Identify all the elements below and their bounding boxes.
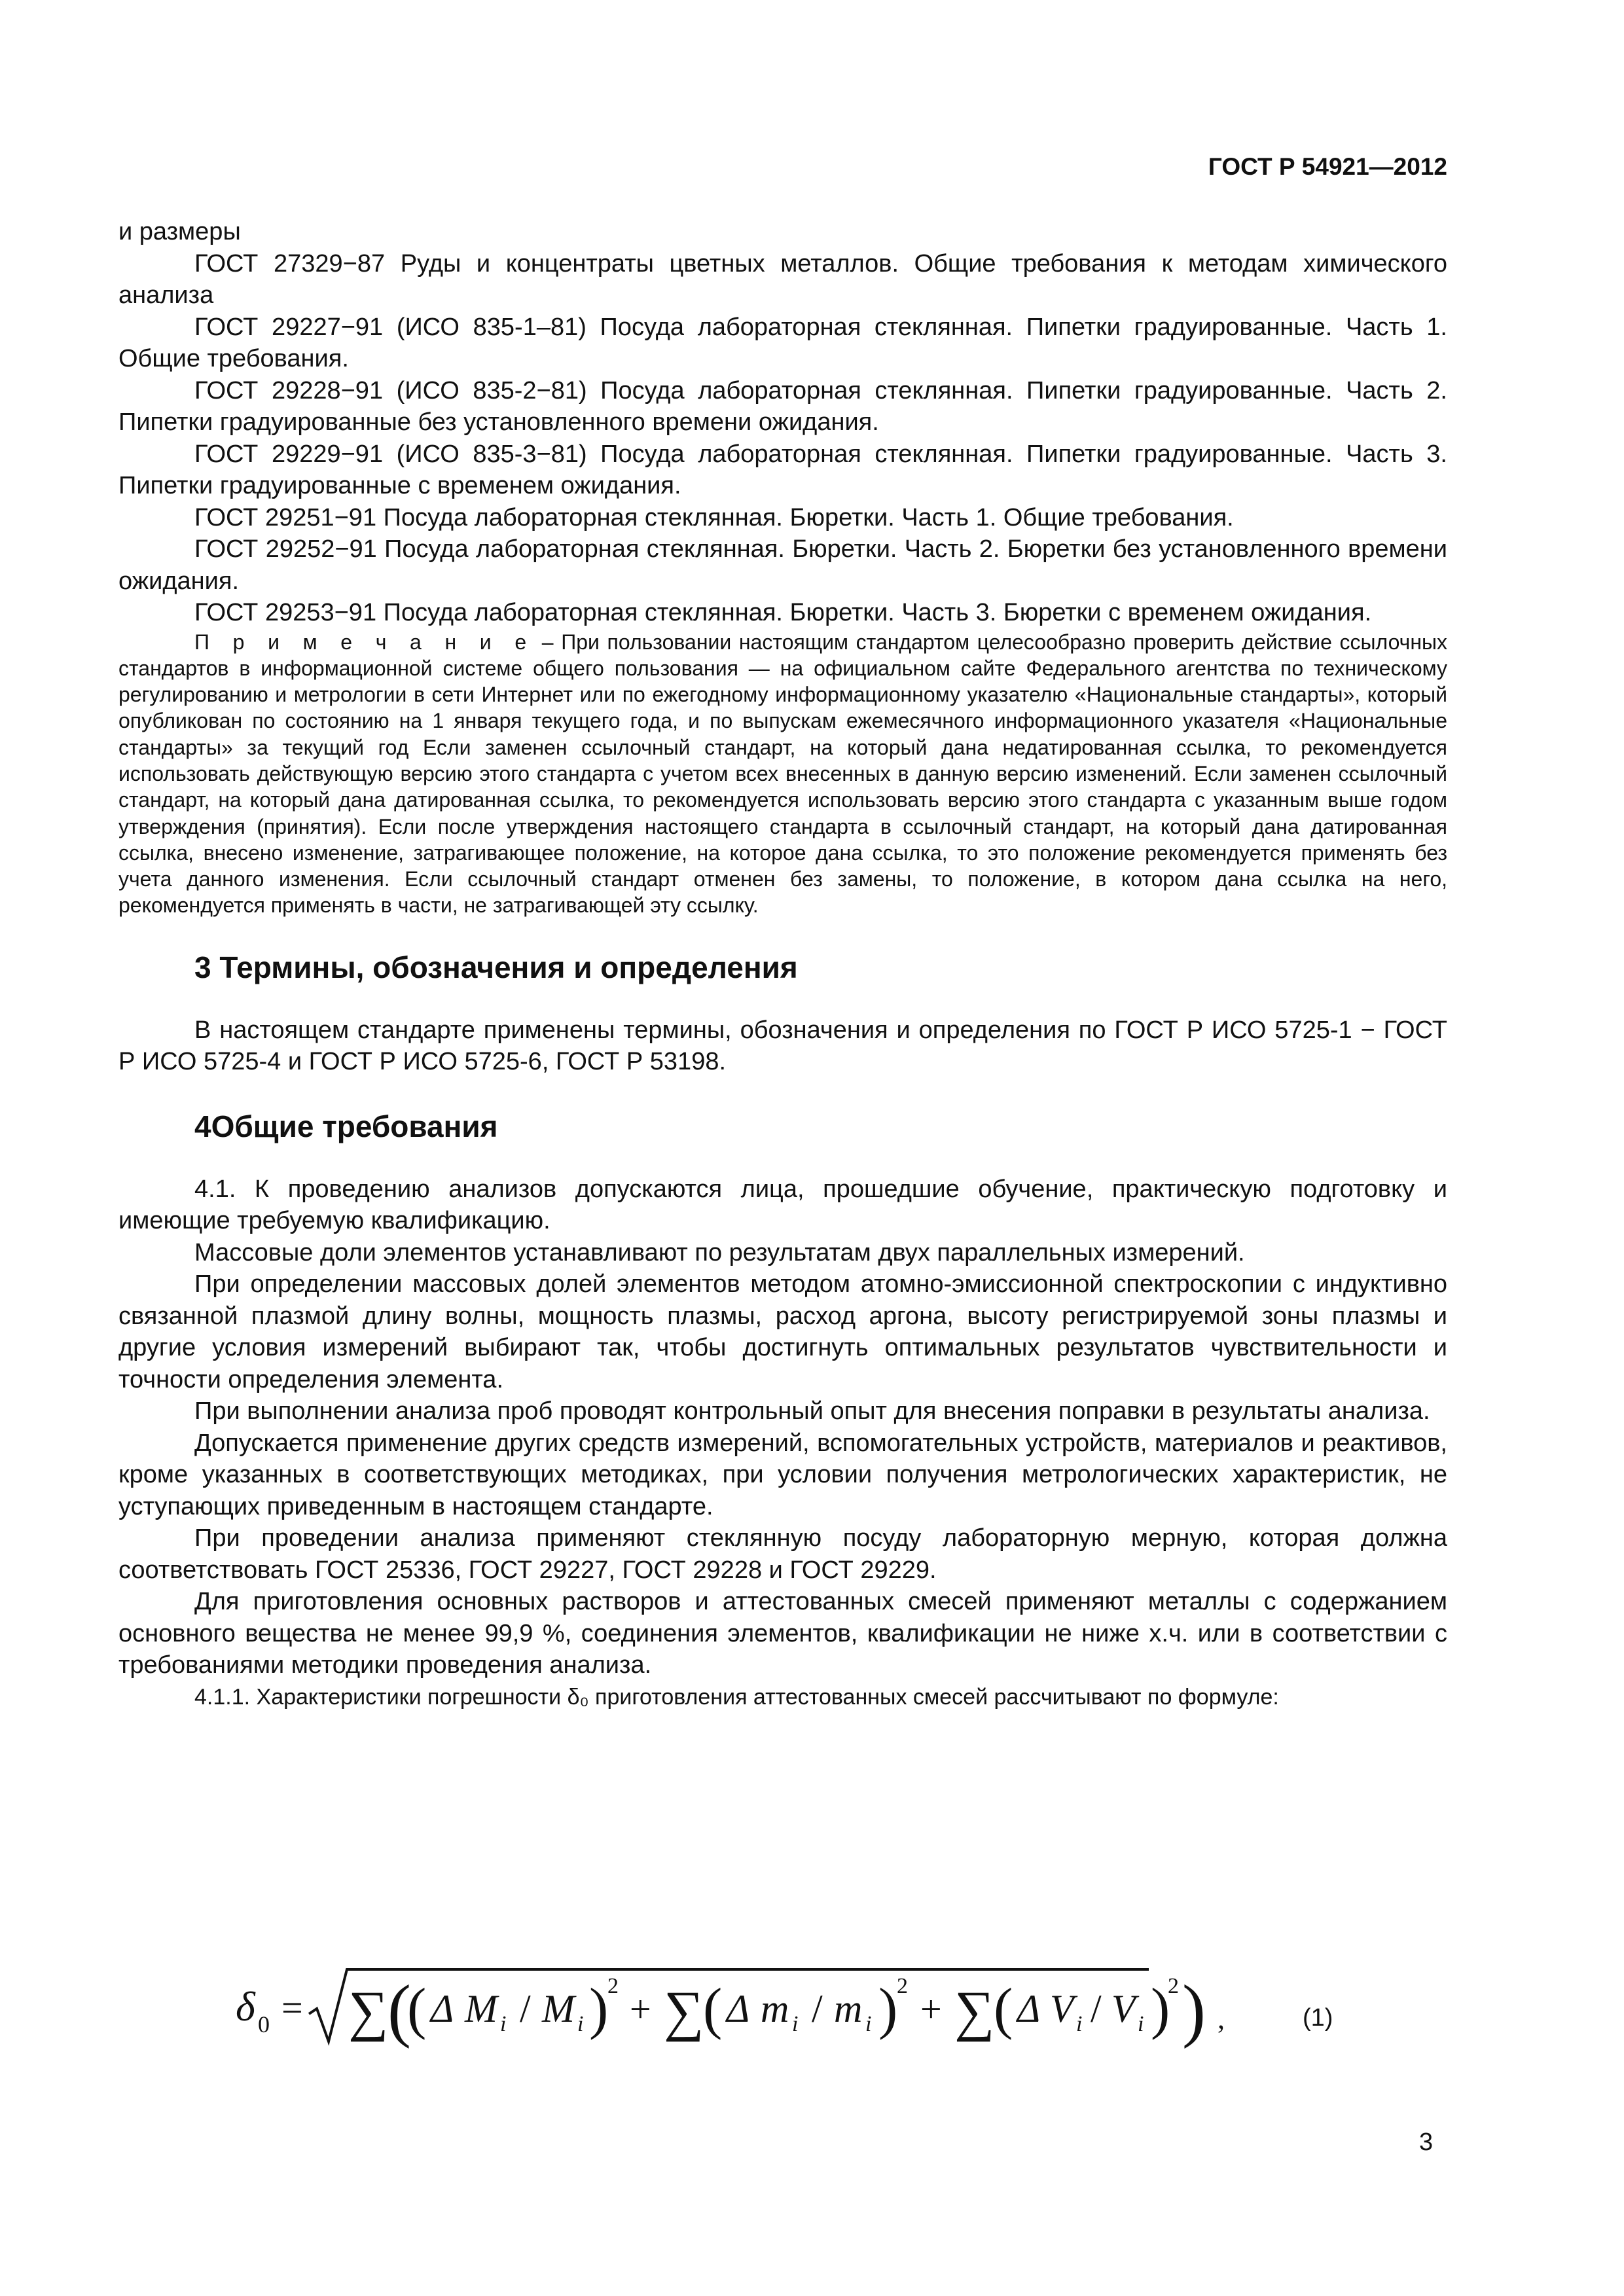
page-content — [118, 216, 1447, 1713]
term-3-exponent: 2 — [1168, 1974, 1179, 1998]
term-3-delta: Δ — [1017, 1987, 1041, 2030]
close-inner-paren: ) — [589, 1977, 609, 2041]
section-4-paragraph: Для приготовления основных растворов и аттестованных смесей применяют металлы с содержанием основного вещества не менее 99,9 %, соединения элементов, квалификации не ниже х.ч. или в соответствии с требованиями методики проведения анализа. — [118, 1588, 1447, 1679]
open-paren-3: ( — [994, 1977, 1013, 2041]
open-paren-2: ( — [703, 1977, 723, 2041]
close-outer-paren: ) — [1182, 1971, 1206, 2049]
plus-sign-2: + — [920, 1988, 942, 2030]
term-3-denominator-index: i — [1138, 2012, 1144, 2036]
plus-sign-1: + — [630, 1988, 651, 2030]
reference-item: ГОСТ 29227−91 (ИСО 835-1–81) Посуда лабораторная стеклянная. Пипетки градуированные. Часть 1. Общие требования. — [118, 313, 1447, 372]
clause-4-1-1: 4.1.1. Характеристики погрешности δ₀ приготовления аттестованных смесей рассчитывают по формуле: — [194, 1684, 1279, 1710]
section-4-paragraph: При выполнении анализа проб проводят контрольный опыт для внесения поправки в результаты анализа. — [194, 1397, 1430, 1426]
section-4-paragraph: При определении массовых долей элементов методом атомно-эмиссионной спектроскопии с индуктивно связанной плазмой длину волны, мощность плазмы, расход аргона, высоту регистрируемой зоны плазмы и другие условия измерений выбирают так, чтобы достигнуть оптимальных результатов чувствительности и точности определения элемента. — [118, 1270, 1447, 1393]
term-1-denominator: M — [542, 1987, 575, 2030]
term-3-numerator: V — [1050, 1987, 1074, 2030]
section-4-paragraph: Массовые доли элементов устанавливают по результатам двух параллельных измерений. — [194, 1238, 1245, 1266]
term-1-denominator-index: i — [577, 2012, 584, 2036]
term-1-exponent: 2 — [607, 1974, 619, 1998]
note-paragraph — [118, 629, 1447, 919]
term-2-denominator: m — [834, 1987, 863, 2030]
formula-number: (1) — [1303, 2004, 1333, 2032]
close-paren-2: ) — [878, 1977, 898, 2041]
term-1-delta: Δ — [431, 1987, 454, 2030]
reference-item: ГОСТ 27329−87 Руды и концентраты цветных металлов. Общие требования к методам химического анализа — [118, 249, 1447, 309]
section-4-paragraph: 4.1. К проведению анализов допускаются лица, прошедшие обучение, практическую подготовку и имеющие требуемую квалификацию. — [118, 1175, 1447, 1235]
reference-item: ГОСТ 29253−91 Посуда лабораторная стеклянная. Бюретки. Часть 3. Бюретки с временем ожидания. — [194, 599, 1372, 626]
term-2-slash: / — [812, 1987, 823, 2030]
open-inner-paren: ( — [407, 1977, 427, 2041]
close-paren-3: ) — [1151, 1977, 1170, 2041]
reference-item: ГОСТ 29228−91 (ИСО 835-2−81) Посуда лабораторная стеклянная. Пипетки градуированные. Часть 2. Пипетки градуированные без установленного времени ожидания. — [118, 376, 1447, 436]
section-4-paragraph: При проведении анализа применяют стеклянную посуду лабораторную мерную, которая должна соответствовать ГОСТ 25336, ГОСТ 29227, ГОСТ 29228 и ГОСТ 29229. — [118, 1524, 1447, 1584]
term-2-delta: Δ — [727, 1987, 750, 2030]
term-1-numerator: M — [465, 1987, 497, 2030]
term-3-slash: / — [1091, 1987, 1102, 2030]
sum-symbol: ∑ — [664, 1979, 704, 2042]
term-2-denominator-index: i — [865, 2012, 872, 2036]
open-outer-paren: ( — [388, 1971, 411, 2049]
reference-item: ГОСТ 29252−91 Посуда лабораторная стеклянная. Бюретки. Часть 2. Бюретки без установленного времени ожидания. — [118, 535, 1447, 595]
formula-equals: = — [281, 1986, 303, 2029]
formula-lhs: δ — [236, 1983, 255, 2030]
document-header: ГОСТ Р 54921—2012 — [1208, 153, 1447, 180]
term-1-slash: / — [520, 1987, 531, 2030]
reference-item: и размеры — [118, 218, 241, 245]
term-1-numerator-index: i — [500, 2012, 507, 2036]
formula-lhs-subscript: 0 — [258, 2011, 270, 2037]
section-3-text: В настоящем стандарте применены термины, обозначения и определения по ГОСТ Р ИСО 5725-1 − ГОСТ Р ИСО 5725-4 и ГОСТ Р ИСО 5725-6, ГОСТ Р 53198. — [118, 1016, 1447, 1076]
formula-comma: , — [1218, 2003, 1225, 2035]
term-3-denominator: V — [1111, 1987, 1136, 2030]
sum-symbol: ∑ — [954, 1979, 995, 2042]
normative-references-list — [118, 216, 1447, 629]
note-label: П р и м е ч а н и е — [194, 630, 535, 654]
section-4-paragraph: Допускается применение других средств измерений, вспомогательных устройств, материалов и реактивов, кроме указанных в соответствующих методиках, при условии получения метрологических характеристик, не уступающих приведенным в настоящем стандарте. — [118, 1429, 1447, 1520]
note-text: – При пользовании настоящим стандартом целесообразно проверить действие ссылочных стандартов в информационной системе общего пользования — на официальном сайте Федерального агентства по техническому регулированию и метрологии в сети Интернет или по ежегодному информационному указателю «Национальные стандарты», который опубликован по состоянию на 1 января текущего года, и по выпускам ежемесячного информационного указателя «Национальные стандарты» за текущий год Если заменен ссылочный стандарт, на который дана недатированная ссылка, то рекомендуется использовать действующую версию этого стандарта с учетом всех внесенных в данную версию изменений. Если заменен ссылочный стандарт, на который дана датированная ссылка, то рекомендуется использовать версию этого стандарта с указанным выше годом утверждения (принятия). Если после утверждения настоящего стандарта в ссылочный стандарт, на который дана датированная ссылка, внесено изменение, затрагивающее положение, на которое дана ссылка, то это положение рекомендуется применять без учета данного изменения. Если ссылочный стандарт отменен без замены, то положение, в котором дана ссылка на него, рекомендуется применять в части, не затрагивающей эту ссылку. — [118, 630, 1448, 918]
term-3-numerator-index: i — [1076, 2012, 1083, 2036]
reference-item: ГОСТ 29251−91 Посуда лабораторная стеклянная. Бюретки. Часть 1. Общие требования. — [194, 503, 1234, 531]
term-2-numerator: m — [761, 1987, 789, 2030]
reference-item: ГОСТ 29229−91 (ИСО 835-3−81) Посуда лабораторная стеклянная. Пипетки градуированные. Часть 3. Пипетки градуированные с временем ожидания. — [118, 440, 1447, 499]
term-2-exponent: 2 — [897, 1974, 908, 1998]
section-3-heading: 3 Термины, обозначения и определения — [194, 950, 798, 984]
formula-1 — [236, 1960, 1348, 2058]
term-2-numerator-index: i — [792, 2012, 799, 2036]
section-4-heading: 4Общие требования — [194, 1109, 498, 1143]
sum-symbol: ∑ — [348, 1979, 389, 2042]
page-number: 3 — [1419, 2128, 1434, 2156]
